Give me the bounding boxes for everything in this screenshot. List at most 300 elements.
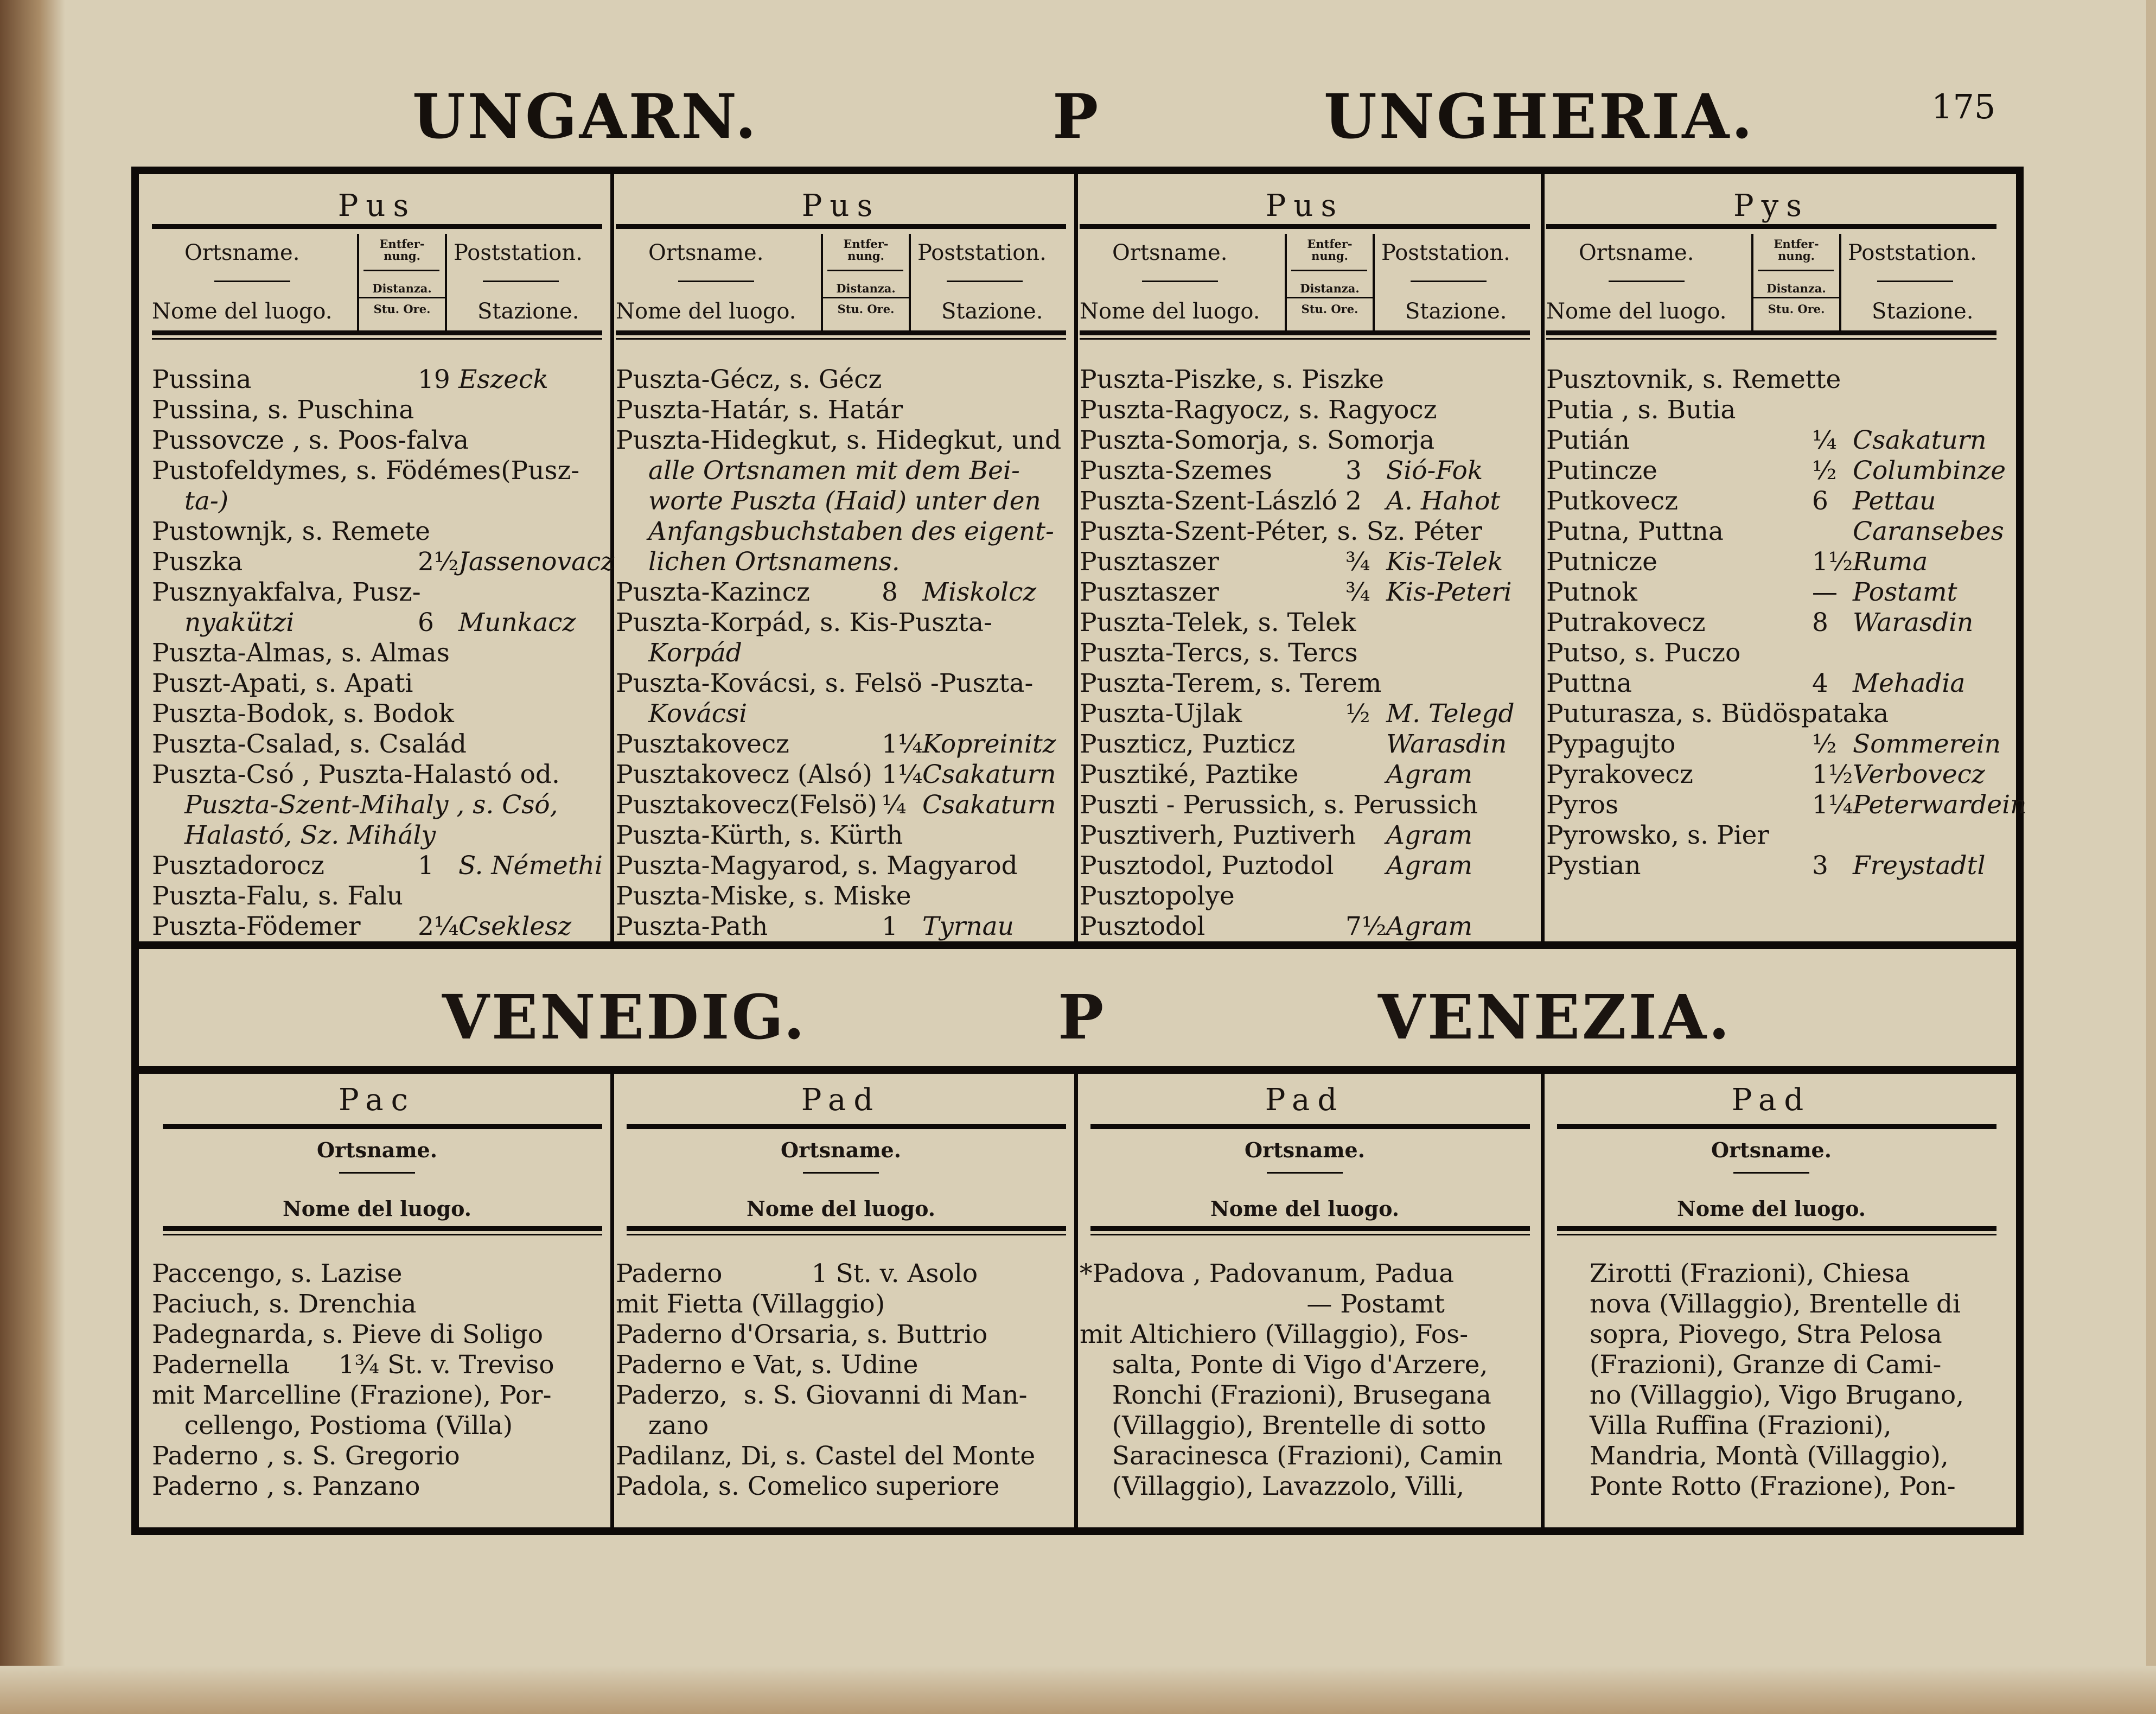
post-station: Kopreinitz (922, 729, 1056, 759)
header-place-de: Ortsname. (1245, 1138, 1365, 1162)
header-short-rule (363, 270, 439, 271)
list-item: Paderno d'Orsaria, s. Buttrio (616, 1320, 988, 1349)
list-item (1080, 729, 1530, 760)
place-name: Putna, Puttna (1546, 517, 1724, 546)
place-name: Puszta-Födemer (152, 912, 361, 941)
header-distance-it: Distanza. (372, 282, 432, 295)
place-name: Pusztaszer (1080, 577, 1219, 607)
header-place-de: Ortsname. (1112, 240, 1228, 265)
place-name: Puszka (152, 547, 243, 577)
list-item (616, 729, 1066, 760)
header-rule (616, 224, 1066, 229)
list-item (616, 365, 1066, 395)
column-letters: Pac (339, 1082, 416, 1118)
place-name: Pyrakovecz (1546, 760, 1693, 789)
list-item (152, 517, 602, 547)
post-station: Agram (1386, 851, 1473, 881)
post-station: S. Némethi (458, 851, 603, 881)
list-item (1546, 365, 1996, 395)
place-name: Puszta-Terem, s. Terem (1080, 668, 1382, 698)
list-item (152, 881, 602, 912)
header-vrule (1839, 234, 1841, 334)
header-place-it: Nome del luogo. (1210, 1196, 1399, 1221)
post-station: Freystadtl (1853, 851, 1986, 881)
list-item: (Frazioni), Granze di Cami- (1590, 1350, 1942, 1380)
distance: ½ (1345, 699, 1370, 729)
distance: ½ (1812, 456, 1837, 486)
place-name: nyakützi (184, 608, 295, 638)
list-item: salta, Ponte di Vigo d'Arzere, (1080, 1350, 1488, 1380)
list-item (152, 395, 602, 425)
place-name: Puturasza, s. Büdöspataka (1546, 699, 1889, 729)
place-name: Puszta-Szent-Mihaly , s. Csó, (184, 790, 558, 820)
distance: 7½ (1345, 912, 1387, 941)
header-short-rule (1142, 281, 1218, 282)
venice-head-letter: P (1058, 982, 1106, 1053)
list-item: sopra, Piovego, Stra Pelosa (1590, 1320, 1942, 1349)
list-item: no (Villaggio), Vigo Brugano, (1590, 1380, 1964, 1410)
list-item: mit Altichiero (Villaggio), Fos- (1080, 1320, 1469, 1349)
header-short-rule (214, 281, 290, 282)
list-item: Paderno , s. S. Gregorio (152, 1441, 460, 1471)
list-item: nova (Villaggio), Brentelle di (1590, 1289, 1961, 1319)
place-name: Puszt-Apati, s. Apati (152, 668, 413, 698)
header-vrule (909, 234, 911, 334)
header-station-de: Poststation. (1381, 240, 1510, 265)
list-item (152, 425, 602, 456)
list-item (152, 699, 602, 729)
column-letters: Pad (1731, 1082, 1811, 1118)
list-item: *Padova , Padovanum, Padua (1080, 1259, 1455, 1289)
post-station: Eszeck (458, 365, 548, 394)
header-short-rule (1877, 281, 1953, 282)
header-place-de: Ortsname. (781, 1138, 901, 1162)
list-item (1546, 820, 1996, 851)
list-item (1080, 760, 1530, 790)
venice-head-right: VENEZIA. (1378, 982, 1732, 1053)
place-name: Pypagujto (1546, 729, 1676, 759)
running-head-right: UNGHERIA. (1324, 81, 1755, 152)
distance: ¼ (1812, 425, 1837, 455)
place-name: alle Ortsnamen mit dem Bei- (648, 456, 1020, 486)
place-name: Pusztaszer (1080, 547, 1219, 577)
distance: — (1812, 577, 1838, 607)
header-station-it: Stazione. (477, 299, 579, 324)
place-name: Puszti - Perussich, s. Perussich (1080, 790, 1478, 820)
entry-list (1080, 1259, 1524, 1502)
header-place-de: Ortsname. (1711, 1138, 1832, 1162)
list-item (1080, 365, 1530, 395)
place-name: Puszta-Kovácsi, s. Felsö -Puszta- (616, 668, 1034, 698)
list-item (616, 577, 1066, 608)
list-item: mit Fietta (Villaggio) (616, 1289, 885, 1319)
place-name: Puszta-Tercs, s. Tercs (1080, 638, 1358, 668)
list-item (152, 638, 602, 668)
place-name: Puszta-Falu, s. Falu (152, 881, 403, 911)
list-item (1080, 547, 1530, 577)
list-item: Padola, s. Comelico superiore (616, 1471, 1000, 1501)
list-item: mit Marcelline (Frazione), Por- (152, 1380, 552, 1410)
list-item: Paderno 1 St. v. Asolo (616, 1259, 978, 1289)
page-number: 175 (1931, 87, 1996, 126)
list-item: (Villaggio), Brentelle di sotto (1080, 1411, 1487, 1441)
header-vrule (1373, 234, 1375, 334)
header-short-rule (823, 297, 909, 298)
header-place-de: Ortsname. (648, 240, 764, 265)
header-rule (627, 1226, 1066, 1231)
post-station: Agram (1386, 820, 1473, 850)
column-letters: Pad (801, 1082, 881, 1118)
post-station: Warasdin (1853, 608, 1974, 638)
hungary-column (152, 174, 615, 941)
place-name: Putkovecz (1546, 486, 1679, 516)
hungary-column (616, 174, 1066, 941)
header-place-it: Nome del luogo. (1546, 299, 1727, 324)
header-distance-it: Distanza. (836, 282, 896, 295)
distance: 4 (1812, 668, 1828, 698)
distance: ½ (1812, 729, 1837, 759)
list-item (152, 790, 602, 820)
header-rule (1557, 1226, 1996, 1231)
place-name: Putnok (1546, 577, 1637, 607)
place-name: Puttna (1546, 668, 1632, 698)
list-item (1080, 577, 1530, 608)
place-name: Pusznyakfalva, Pusz- (152, 577, 421, 607)
header-place-it: Nome del luogo. (747, 1196, 935, 1221)
entry-list (1080, 365, 1530, 942)
list-item (1546, 425, 1996, 456)
place-name: Pussina (152, 365, 252, 394)
header-rule-thin (1557, 1234, 1996, 1235)
distance: ¼ (882, 790, 907, 820)
distance: 8 (1812, 608, 1828, 638)
place-name: Puszta-Szemes (1080, 456, 1272, 486)
book-gutter (0, 0, 65, 1714)
header-place-de: Ortsname. (317, 1138, 437, 1162)
header-place-it: Nome del luogo. (152, 299, 333, 324)
header-distance-units: Stu. Ore. (373, 302, 431, 316)
distance: 1¼ (882, 760, 923, 789)
post-station: Peterwardein (1853, 790, 2027, 820)
place-name: Puszta-Csó , Puszta-Halastó od. (152, 760, 560, 789)
header-station-de: Poststation. (917, 240, 1047, 265)
place-name: Pusztakovecz(Felsö) (616, 790, 877, 820)
list-item (1080, 486, 1530, 517)
header-short-rule (1753, 297, 1839, 298)
column-letters: Pus (1265, 188, 1344, 224)
section-rule-bottom (131, 1066, 2024, 1074)
post-station: Columbinze (1853, 456, 2006, 486)
distance: 19 (418, 365, 450, 394)
page-edge-bottom (0, 1666, 2156, 1714)
place-name: Puszta-Somorja, s. Somorja (1080, 425, 1435, 455)
post-station: Csakaturn (922, 790, 1056, 820)
header-short-rule (1287, 297, 1373, 298)
header-distance-de: Entfer- nung. (843, 237, 889, 263)
section-rule-top (131, 941, 2024, 949)
place-name: Puszta-Almas, s. Almas (152, 638, 450, 668)
list-item (1546, 547, 1996, 577)
list-item (152, 456, 602, 486)
column-divider (1541, 174, 1545, 941)
header-rule (152, 330, 602, 335)
list-item: Villa Ruffina (Frazioni), (1590, 1411, 1892, 1441)
post-station: Postamt (1853, 577, 1957, 607)
post-station: Kis-Peteri (1386, 577, 1512, 607)
place-name: Puszta-Korpád, s. Kis-Puszta- (616, 608, 992, 638)
list-item (1080, 851, 1530, 881)
entry-list (152, 1259, 597, 1502)
header-rule (1546, 330, 1996, 335)
running-head-left: UNGARN. (412, 81, 758, 152)
header-vrule (445, 234, 447, 334)
header-distance-it: Distanza. (1766, 282, 1826, 295)
list-item (1080, 699, 1530, 729)
post-station: Mehadia (1853, 668, 1966, 698)
post-station: Sommerein (1853, 729, 2001, 759)
place-name: Puszta-Szent-László (1080, 486, 1337, 516)
post-station: Munkacz (458, 608, 576, 638)
place-name: Puszta-Hidegkut, s. Hidegkut, und (616, 425, 1062, 455)
distance: 2½ (418, 547, 459, 577)
place-name: Pusztiké, Paztike (1080, 760, 1299, 789)
entry-list (1590, 1259, 2034, 1502)
place-name: Pystian (1546, 851, 1641, 881)
header-distance-units: Stu. Ore. (1768, 302, 1825, 316)
header-rule-thin (616, 338, 1066, 340)
header-short-rule (803, 1172, 879, 1174)
list-item (1546, 395, 1996, 425)
list-item: (Villaggio), Lavazzolo, Villi, (1080, 1471, 1465, 1501)
page-edge-right (2146, 0, 2156, 1714)
distance: 6 (418, 608, 434, 638)
post-station: Kis-Telek (1386, 547, 1503, 577)
place-name: Putincze (1546, 456, 1657, 486)
list-item (1080, 425, 1530, 456)
distance: 1½ (1812, 760, 1853, 789)
list-item (1546, 851, 1996, 881)
list-item (1546, 790, 2027, 820)
place-name: Putnicze (1546, 547, 1657, 577)
place-name: lichen Ortsnamens. (648, 547, 900, 577)
list-item (616, 881, 1066, 912)
list-item (616, 425, 1066, 456)
entry-list (1546, 365, 2027, 881)
list-item (1080, 668, 1530, 699)
header-rule (1557, 1124, 1996, 1129)
header-rule (152, 224, 602, 229)
place-name: Puszta-Ragyocz, s. Ragyocz (1080, 395, 1437, 425)
place-name: Puszta-Piszke, s. Piszke (1080, 365, 1385, 394)
list-item: Mandria, Montà (Villaggio), (1590, 1441, 1949, 1471)
post-station: Verbovecz (1853, 760, 1985, 789)
header-distance-de: Entfer- nung. (1307, 237, 1353, 263)
header-rule-thin (163, 1234, 602, 1235)
place-name: Pusztakovecz (616, 729, 789, 759)
header-rule (1090, 1124, 1530, 1129)
header-distance-units: Stu. Ore. (837, 302, 895, 316)
list-item: Paderno e Vat, s. Udine (616, 1350, 918, 1380)
distance: 1¼ (882, 729, 923, 759)
list-item (616, 395, 1066, 425)
place-name: Puszta-Határ, s. Határ (616, 395, 903, 425)
header-station-it: Stazione. (1872, 299, 1974, 324)
list-item: Padegnarda, s. Pieve di Soligo (152, 1320, 544, 1349)
list-item (1546, 638, 1996, 668)
list-item (616, 456, 1066, 486)
distance: 1 (418, 851, 434, 881)
place-name: Pusztodol (1080, 912, 1205, 941)
distance: 6 (1812, 486, 1828, 516)
list-item (1546, 729, 2001, 760)
distance: 2¼ (418, 912, 459, 941)
column-letters: Pad (1265, 1082, 1345, 1118)
place-name: Puszta-Szent-Péter, s. Sz. Péter (1080, 517, 1482, 546)
column-divider (610, 1074, 614, 1527)
place-name: Pusztodol, Puztodol (1080, 851, 1334, 881)
column-divider (1074, 1074, 1078, 1527)
header-rule (616, 330, 1066, 335)
header-place-it: Nome del luogo. (283, 1196, 471, 1221)
post-station: Miskolcz (922, 577, 1037, 607)
header-rule-thin (1090, 1234, 1530, 1235)
list-item (152, 912, 602, 942)
list-item (1546, 608, 1996, 638)
place-name: Pussovcze , s. Poos-falva (152, 425, 469, 455)
list-item: Paderno , s. Panzano (152, 1471, 420, 1501)
header-distance-de: Entfer- nung. (1774, 237, 1819, 263)
post-station: Tyrnau (922, 912, 1014, 941)
place-name: Pustofeldymes, s. Födémes(Pusz- (152, 456, 580, 486)
running-head-letter: P (1053, 81, 1099, 152)
entry-list (616, 365, 1066, 942)
header-rule (1546, 224, 1996, 229)
header-short-rule (483, 281, 559, 282)
header-short-rule (1733, 1172, 1809, 1174)
list-item (616, 912, 1066, 942)
column-divider (1074, 174, 1078, 941)
list-item (616, 638, 1066, 668)
distance: 3 (1345, 456, 1362, 486)
list-item (1546, 456, 2006, 486)
place-name: Pusztopolye (1080, 881, 1235, 911)
header-short-rule (827, 270, 903, 271)
list-item (616, 851, 1066, 881)
post-station: Jassenovacz (458, 547, 615, 577)
list-item (152, 820, 602, 851)
place-name: Puszta-Csalad, s. Család (152, 729, 467, 759)
list-item (616, 790, 1066, 820)
list-item: Saracinesca (Frazioni), Camin (1080, 1441, 1503, 1471)
post-station: Pettau (1853, 486, 1936, 516)
place-name: Puszta-Path (616, 912, 768, 941)
place-name: Kovácsi (648, 699, 748, 729)
list-item (616, 760, 1066, 790)
column-divider (1541, 1074, 1545, 1527)
list-item: Paciuch, s. Drenchia (152, 1289, 417, 1319)
header-rule-thin (627, 1234, 1066, 1235)
header-distance-de: Entfer- nung. (379, 237, 425, 263)
list-item (152, 668, 602, 699)
post-station: Ruma (1853, 547, 1928, 577)
header-distance-units: Stu. Ore. (1301, 302, 1358, 316)
header-short-rule (1609, 281, 1685, 282)
hungary-column (1546, 174, 2027, 941)
distance: 3 (1812, 851, 1828, 881)
list-item (1080, 912, 1530, 942)
header-rule-thin (152, 338, 602, 340)
place-name: Pusztovnik, s. Remette (1546, 365, 1841, 394)
header-rule-thin (1546, 338, 1996, 340)
list-item (616, 608, 1066, 638)
list-item (152, 608, 602, 638)
post-station: Sió-Fok (1386, 456, 1483, 486)
place-name: Pusztakovecz (Alsó) (616, 760, 872, 789)
list-item (616, 547, 1066, 577)
distance: 8 (882, 577, 898, 607)
column-letters: Pus (337, 188, 417, 224)
header-short-rule (339, 1172, 415, 1174)
list-item (1546, 577, 1996, 608)
list-item (1080, 638, 1530, 668)
distance: ¾ (1345, 577, 1370, 607)
list-item (616, 668, 1066, 699)
post-station: Agram (1386, 912, 1473, 941)
place-name: Puszta-Gécz, s. Gécz (616, 365, 882, 394)
place-name: Pusztadorocz (152, 851, 324, 881)
place-name: Korpád (648, 638, 742, 668)
header-short-rule (1758, 270, 1834, 271)
place-name: Puszta-Magyarod, s. Magyarod (616, 851, 1018, 881)
post-station: Csakaturn (922, 760, 1056, 789)
list-item (1080, 790, 1530, 820)
place-name: worte Puszta (Haid) unter den (648, 486, 1041, 516)
venice-head-left: VENEDIG. (442, 982, 807, 1053)
place-name: Puszta-Kürth, s. Kürth (616, 820, 903, 850)
place-name: Pyrowsko, s. Pier (1546, 820, 1769, 850)
post-station: Csakaturn (1853, 425, 1987, 455)
entry-list (616, 1259, 1061, 1502)
place-name: Halastó, Sz. Mihály (184, 820, 436, 850)
list-item (1080, 517, 1530, 547)
place-name: Putrakovecz (1546, 608, 1706, 638)
list-item: Padilanz, Di, s. Castel del Monte (616, 1441, 1036, 1471)
header-station-de: Poststation. (1848, 240, 1977, 265)
distance: 1¼ (1812, 790, 1853, 820)
list-item (1080, 395, 1530, 425)
header-short-rule (1291, 270, 1367, 271)
list-item (616, 699, 1066, 729)
place-name: Pussina, s. Puschina (152, 395, 414, 425)
list-item: Ronchi (Frazioni), Brusegana (1080, 1380, 1491, 1410)
place-name: Puszta-Miske, s. Miske (616, 881, 911, 911)
list-item (152, 729, 602, 760)
header-distance-it: Distanza. (1300, 282, 1360, 295)
column-letters: Pys (1733, 188, 1810, 224)
post-station: A. Hahot (1386, 486, 1501, 516)
header-rule (627, 1124, 1066, 1129)
list-item: Padernella 1¾ St. v. Treviso (152, 1350, 554, 1380)
list-item (1080, 820, 1530, 851)
post-station: Caransebes (1853, 517, 2004, 546)
list-item: Zirotti (Frazioni), Chiesa (1590, 1259, 1910, 1289)
header-short-rule (1411, 281, 1487, 282)
place-name: Puszta-Bodok, s. Bodok (152, 699, 454, 729)
list-item: zano (616, 1411, 709, 1441)
post-station: M. Telegd (1386, 699, 1515, 729)
place-name: Puszta-Kazincz (616, 577, 810, 607)
hungary-column (1080, 174, 1530, 941)
